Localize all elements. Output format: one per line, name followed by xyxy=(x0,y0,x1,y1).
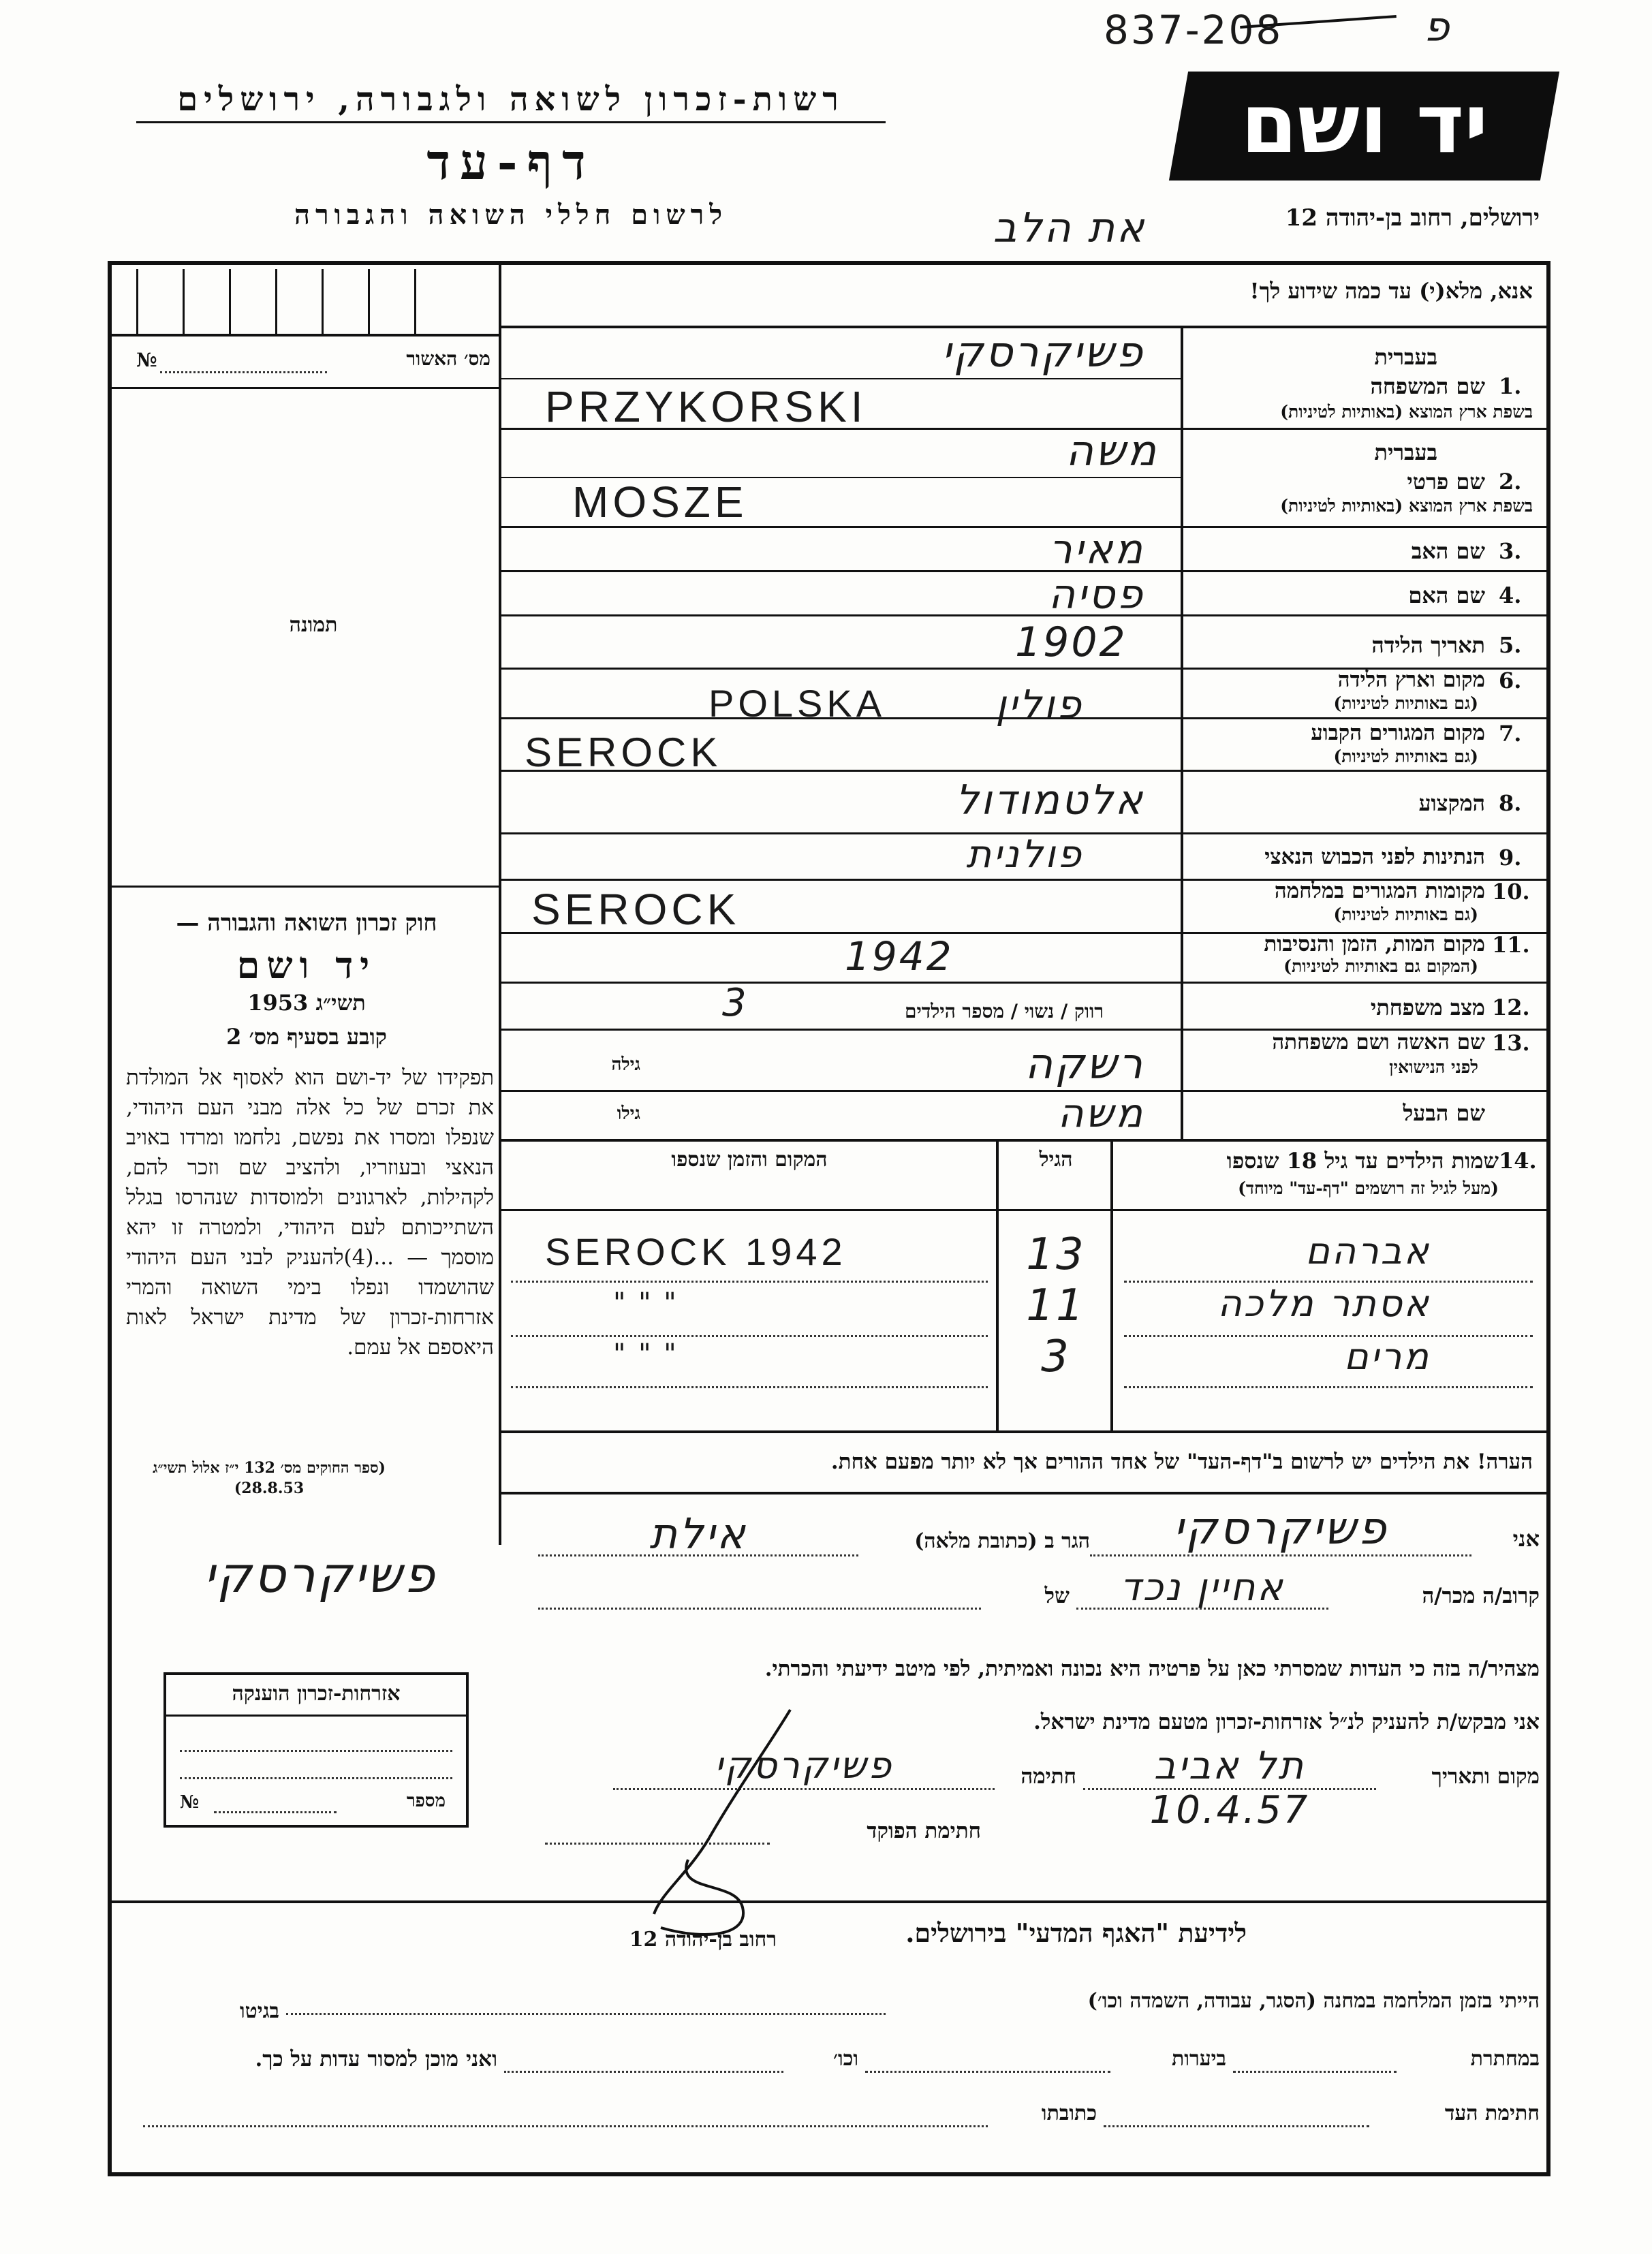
field-label-5: תאריך הלידה xyxy=(1371,632,1485,658)
place-date-value: תל אביב 10.4.57 xyxy=(1149,1744,1310,1832)
authority-name: רשות-זכרון לשואה ולגבורה, ירושלים xyxy=(177,80,845,119)
child-place: " " " xyxy=(613,1287,679,1319)
instruction: אנא, מלא(י) עד כמה שידוע לך! xyxy=(1249,278,1533,304)
officer-signature xyxy=(634,1703,852,1948)
row-line xyxy=(501,1139,1550,1142)
child-name: אסתר מלכה xyxy=(1217,1282,1431,1325)
occupation: אלטמודול xyxy=(955,777,1144,824)
citizenship-no-sign: № xyxy=(180,1792,200,1813)
bottom-line2-dots xyxy=(865,2071,1110,2073)
field-label-2: שם פרטי xyxy=(1407,469,1485,495)
wartime-residence-latin: SEROCK xyxy=(531,885,741,934)
approval-line xyxy=(160,371,327,373)
officer-label: חתימת הפוקד xyxy=(867,1819,981,1843)
husband-label: שם הבעל xyxy=(1403,1100,1485,1126)
i-label: אני xyxy=(1512,1526,1540,1552)
law-clause: קובע בסעיף מס׳ 2 xyxy=(226,1024,387,1050)
children-row-line xyxy=(511,1386,988,1388)
field-label-11: מקום המות, הזמן והנסיבות xyxy=(1264,932,1485,956)
children-note: (מעל לגיל זה רושמים "דף-עד" מיוחד) xyxy=(1238,1178,1499,1198)
birth-country-hebrew: פולין xyxy=(995,681,1083,727)
declarant-name: פשיקרסקי xyxy=(1173,1502,1388,1554)
bottom-line2-dots xyxy=(504,2071,783,2073)
age-header: הגיל xyxy=(1039,1148,1073,1172)
relative-value: אחיין נכד xyxy=(1120,1565,1285,1610)
first-name-hebrew: משה xyxy=(1065,426,1158,475)
left-signature: פשיקרסקי xyxy=(204,1546,437,1603)
bottom-section-line xyxy=(108,1900,1550,1903)
field-num-9: 9. xyxy=(1499,845,1522,871)
citizenship-number-label: מספר xyxy=(406,1791,446,1811)
left-panel-divider xyxy=(499,261,501,1545)
children-row-line xyxy=(1124,1386,1533,1388)
resides-label: הגר ב (כתובת מלאה) xyxy=(914,1529,1090,1553)
field-note-11: (המקום גם באותיות לטיניות) xyxy=(1283,956,1478,976)
approval-no-sign: № xyxy=(136,349,157,371)
lang-hebrew-2: בעברית xyxy=(1374,439,1437,465)
of-label: של xyxy=(1044,1584,1070,1608)
law-year: תשי״ג 1953 xyxy=(247,990,366,1016)
spouse-age-label: גילה xyxy=(611,1054,640,1075)
tick xyxy=(414,269,416,334)
field-label-7: מקום המגורים הקבוע xyxy=(1311,721,1485,745)
field-label-4: שם האם xyxy=(1408,582,1485,608)
law-title: חוק זכרון השואה והגבורה — xyxy=(176,909,437,937)
law-text: תפקידו של יד-ושם הוא לאסוף אל המולדת את זכרם של כל אלה מבני העם היהודי, שנפלו ומסרו את נפשם, נלחמו ומרדו באויב הנאצי ובעוזריו, ולהציב שם וזכר להם, לקהילות, לארגונים ולמוסדות שנהרסו בגלל השתייכותם לעם היהודי, ולמטרה זו יהא מוסמך — ...(4)להעניק לבני העם היהודי שהושמדו ונפלו בימי השואה והמרי אזרחות-זכרון של מדינת ישראל לאות היאספם אל עמם. xyxy=(126,1065,494,1360)
i-line xyxy=(1090,1554,1471,1556)
bottom-line3-a: חתימת העד xyxy=(1444,2101,1540,2125)
field-note-10: (גם באותיות לטיניות) xyxy=(1333,905,1478,924)
nationality: פולנית xyxy=(966,832,1083,877)
bottom-line1-end: בגיטו xyxy=(239,1999,279,2023)
husband-age-label: גילו xyxy=(617,1103,640,1124)
logo-box xyxy=(1169,72,1559,181)
note-bottom-line xyxy=(501,1492,1550,1494)
bottom-line2-b: ביערות xyxy=(1171,2047,1226,2071)
children-row-line xyxy=(511,1335,988,1337)
signature-value: פשיקרסקי xyxy=(714,1744,894,1787)
children-header-line xyxy=(501,1209,1550,1211)
field-num-3: 3. xyxy=(1499,538,1522,564)
tick-row-bottom xyxy=(108,334,501,336)
field-label-1: שם המשפחה xyxy=(1370,373,1485,399)
birth-date: 1902 xyxy=(1015,619,1127,666)
citizenship-number-line xyxy=(214,1811,337,1813)
mother-name: פסיה xyxy=(1048,571,1144,619)
birth-country-latin: POLSKA xyxy=(708,682,886,725)
child-age: 3 xyxy=(1041,1332,1071,1382)
family-name-latin: PRZYKORSKI xyxy=(545,382,867,431)
bottom-line1-dots xyxy=(286,2013,886,2015)
children-row-line xyxy=(511,1281,988,1283)
signature-label: חתימה xyxy=(1020,1764,1076,1789)
child-name: מרים xyxy=(1343,1335,1431,1378)
family-name-hebrew: פשיקרסקי xyxy=(941,327,1144,377)
bottom-title: לידיעת "האגף המדעי" בירושלים. xyxy=(905,1918,1247,1948)
field-label-8: המקצוע xyxy=(1418,790,1485,816)
field-num-7: 7. xyxy=(1499,721,1522,747)
children-divider-age xyxy=(996,1139,999,1432)
field-label-3: שם האב xyxy=(1411,538,1485,564)
place-header: המקום והזמן שנספו xyxy=(671,1148,828,1172)
field-label-6: מקום וארץ הלידה xyxy=(1337,668,1485,692)
photo-label: תמונה xyxy=(289,613,338,637)
tick xyxy=(322,269,324,334)
field-num-4: 4. xyxy=(1499,582,1522,608)
handwritten-note: את הלב xyxy=(993,204,1147,252)
lang-note-2: בשפת ארץ המוצא (באותיות לטיניות) xyxy=(1280,496,1533,516)
lang-note-1: בשפת ארץ המוצא (באותיות לטיניות) xyxy=(1280,402,1533,422)
child-place: " " " xyxy=(613,1339,679,1370)
field-num-8: 8. xyxy=(1499,790,1522,816)
law-reference: (ספר החוקים מס׳ 132 י״ז אלול תשי״ג 28.8.53) xyxy=(153,1459,386,1497)
request: אני מבקש/ת להעניק לנ״ל אזרחות-זכרון מטעם מדינת ישראל. xyxy=(1033,1710,1540,1734)
child-age: 13 xyxy=(1026,1230,1086,1280)
death-date: 1942 xyxy=(845,933,954,980)
first-name-latin: MOSZE xyxy=(572,478,748,527)
statement: מצהיר/ה בזה כי העדות שמסרתי כאן על פרטיה היא נכונה ואמיתית, לפי מיטב ידיעתי והכרתי. xyxy=(764,1657,1540,1681)
field-num-13: 13. xyxy=(1492,1030,1530,1056)
citizenship-divider xyxy=(166,1715,466,1717)
place-date-label: מקום ותאריך xyxy=(1431,1764,1540,1789)
corner-mark: פ xyxy=(1424,3,1452,51)
child-age: 11 xyxy=(1026,1281,1086,1331)
tick xyxy=(368,269,370,334)
child-name: אברהם xyxy=(1305,1230,1431,1272)
children-divider-name xyxy=(1110,1139,1113,1432)
field-num-12: 12. xyxy=(1492,995,1530,1020)
field-num-2: 2. xyxy=(1499,469,1522,495)
bottom-line2-end: ואני מוכן למסור עדות על כך. xyxy=(255,2047,497,2071)
form-subtitle: לרשום חללי השואה והגבורה xyxy=(294,199,728,231)
bottom-line3-dots xyxy=(1104,2125,1369,2127)
tick xyxy=(136,269,138,334)
field-num-6: 6. xyxy=(1499,668,1522,693)
field-num-10: 10. xyxy=(1492,879,1530,905)
resides-value: אילת xyxy=(649,1509,747,1559)
field-num-11: 11. xyxy=(1492,932,1530,958)
bottom-line2-a: במחתרת xyxy=(1470,2047,1540,2071)
citizenship-box xyxy=(163,1672,469,1828)
lang-hebrew-1: בעברית xyxy=(1374,344,1437,370)
law-name: יד ושם xyxy=(236,943,377,987)
citizenship-line xyxy=(180,1750,452,1752)
bottom-line2-c: וכו׳ xyxy=(833,2047,858,2071)
archive-number: 837-208 xyxy=(1104,7,1283,53)
label-column-divider xyxy=(1181,326,1183,1140)
row-line xyxy=(501,982,1550,984)
children-num: 14. xyxy=(1499,1148,1537,1174)
authority-underline xyxy=(136,121,886,123)
photo-divider xyxy=(108,886,501,888)
bottom-line3-b: כתובתו xyxy=(1041,2101,1097,2125)
bottom-line1: הייתי בזמן המלחמה במחנה (הסגר, עבודה, השמדה וכו׳) xyxy=(1087,1989,1540,2013)
tick xyxy=(229,269,231,334)
approval-divider xyxy=(108,387,501,389)
row-line xyxy=(501,378,1183,379)
children-count: 3 xyxy=(722,981,749,1025)
field-label-13: שם האשה ושם משפחתה xyxy=(1272,1030,1485,1054)
child-place: SEROCK 1942 xyxy=(545,1230,847,1273)
wife-name: רשקה xyxy=(1025,1039,1144,1089)
relative-label: קרוב/ה מכר/ה xyxy=(1422,1584,1540,1608)
field-num-1: 1. xyxy=(1499,373,1522,399)
approval-label: מס׳ האשור xyxy=(406,347,490,370)
tick xyxy=(183,269,185,334)
marital-options: רווק / נשוי / מספר הילדים xyxy=(904,1000,1104,1022)
citizenship-line xyxy=(180,1777,452,1779)
bottom-line3-dots xyxy=(143,2125,988,2127)
husband-name: משה xyxy=(1057,1090,1144,1136)
note-top-line xyxy=(501,1430,1550,1433)
form-title: דף-עד xyxy=(426,133,595,191)
note: הערה! את הילדים יש לרשום ב"דף-העד" של אחד ההורים אך לא יותר מפעם אחת. xyxy=(830,1450,1533,1474)
logo-text: יד ושם xyxy=(1241,77,1489,172)
field-label-10: מקומות המגורים במלחמה xyxy=(1274,879,1485,903)
children-title: שמות הילדים עד גיל 18 שנספו xyxy=(1226,1148,1499,1174)
field-note-6: (גם באותיות לטיניות) xyxy=(1333,693,1478,713)
field-num-5: 5. xyxy=(1499,632,1522,658)
field-label-9: הנתינות לפני הכבוש הנאצי xyxy=(1264,845,1485,869)
citizenship-title: אזרחות-זכרון הוענקה xyxy=(232,1682,401,1706)
of-line xyxy=(538,1608,981,1610)
bottom-address: רחוב בן-יהודה 12 xyxy=(629,1928,777,1952)
residence-latin: SEROCK xyxy=(525,730,722,775)
address: ירושלים, רחוב בן-יהודה 12 xyxy=(1285,204,1540,232)
tick-boxes xyxy=(136,269,456,334)
field-label-12: מצב משפחתי xyxy=(1370,995,1485,1020)
bottom-line2-dots xyxy=(1233,2071,1397,2073)
field-note-7: (גם באותיות לטיניות) xyxy=(1333,747,1478,766)
field-note-13: לפני הנישואין xyxy=(1389,1057,1478,1077)
tick xyxy=(275,269,277,334)
father-name: מאיר xyxy=(1048,526,1144,574)
